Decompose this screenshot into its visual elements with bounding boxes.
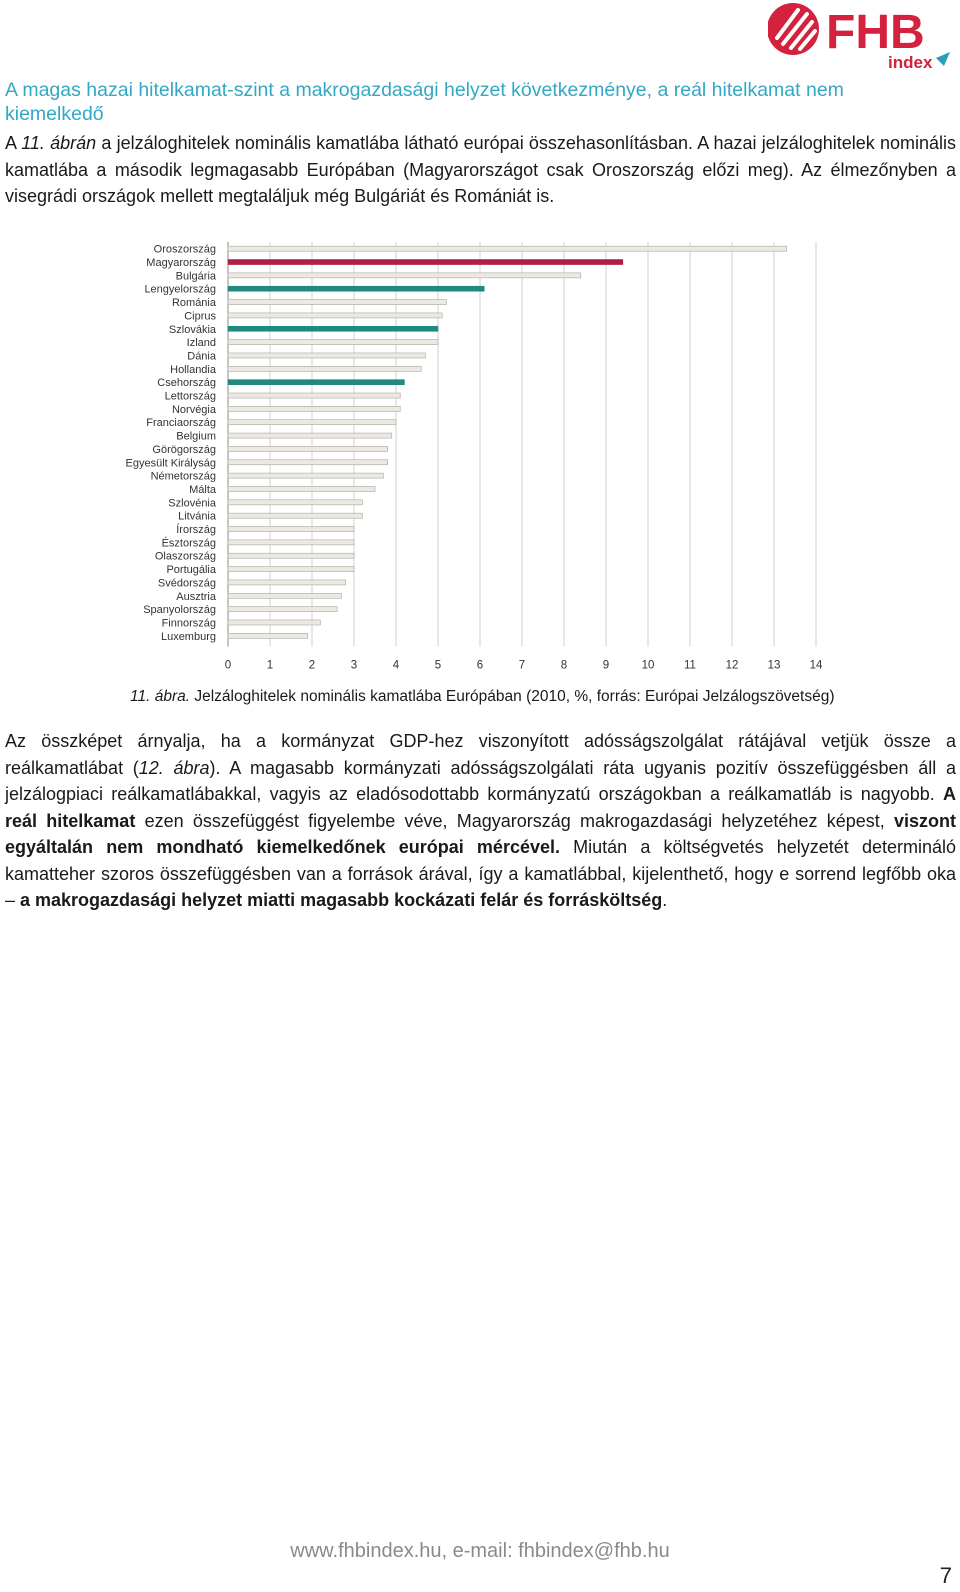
logo-brand-text: FHB: [826, 6, 925, 59]
bar: [228, 513, 362, 518]
category-label: Görögország: [152, 443, 216, 456]
x-tick-label: 3: [350, 659, 358, 672]
category-label: Hollandia: [170, 363, 216, 376]
bar: [228, 406, 400, 411]
bar: [228, 420, 396, 425]
caption-text: Jelzáloghitelek nominális kamatlába Európában (2010, %, forrás: Európai Jelzálogszövetség): [190, 688, 835, 705]
bar: [228, 500, 362, 505]
bar: [228, 633, 308, 638]
bar: [228, 433, 392, 438]
category-label: Portugália: [166, 564, 216, 577]
figure-caption: [130, 687, 835, 707]
category-label: Franciaország: [146, 417, 216, 430]
bar: [228, 580, 346, 585]
fhb-index-logo: [768, 0, 960, 76]
logo-arrow-icon: [936, 52, 950, 66]
bar: [228, 246, 787, 251]
bar: [228, 313, 442, 318]
paragraph-2: [5, 728, 956, 914]
category-label: Málta: [189, 483, 216, 496]
p1-text-b: a jelzáloghitelek nominális kamatlába látható európai összehasonlításban. A hazai jelzáloghitelek nominális kamatlába a második legmagasabb Európában (Magyarországot csak Oroszország előzi meg). Az élmezőnyben a visegrádi országok mellett megtaláljuk még Bulgáriát és Romániát is.: [5, 133, 957, 206]
bar: [228, 300, 446, 305]
category-label: Ausztria: [176, 590, 216, 603]
category-label: Svédország: [157, 577, 216, 590]
category-label: Észtország: [161, 537, 216, 550]
mortgage-rate-chart: [110, 236, 850, 676]
x-tick-label: 13: [767, 659, 781, 672]
bar: [228, 540, 354, 545]
category-label: Írország: [176, 524, 216, 537]
p2-bold-3: a makrogazdasági helyzet miatti magasabb kockázati felár és forrásköltség: [20, 890, 663, 910]
bar: [228, 473, 383, 478]
bar: [228, 393, 400, 398]
category-label: Románia: [171, 297, 216, 310]
section-heading: A magas hazai hitelkamat-szint a makrogazdasági helyzet következménye, a reál hitelkamat nem kiemelkedő: [5, 79, 844, 125]
p2-text-d: Miután a költségvetés helyzetét determináló kamatteher szoros összefüggésben van a források árával, így a kamatlábbal, kijelenthető, hogy e sorrend legfőbb oka –: [5, 837, 956, 910]
bar: [228, 486, 375, 491]
category-label: Dánia: [187, 350, 216, 363]
bar: [228, 366, 421, 371]
category-label: Magyarország: [146, 257, 216, 270]
category-label: Csehország: [157, 377, 216, 390]
bar: [228, 446, 388, 451]
p2-bold-2: viszont egyáltalán nem mondható kiemelkedőnek európai mércével.: [5, 810, 957, 857]
x-tick-label: 12: [725, 659, 739, 672]
x-tick-label: 9: [602, 659, 610, 672]
bar: [228, 607, 337, 612]
x-tick-label: 2: [308, 659, 316, 672]
bar: [228, 620, 320, 625]
p2-text-e: .: [662, 890, 668, 910]
paragraph-1: [5, 130, 956, 210]
category-label: Olaszország: [154, 550, 216, 563]
caption-label: 11. ábra.: [130, 688, 191, 705]
bar: [228, 260, 623, 265]
bar: [228, 593, 341, 598]
x-tick-label: 11: [684, 659, 696, 672]
category-label: Egyesült Királyság: [125, 457, 216, 470]
bar: [228, 273, 581, 278]
x-tick-label: 5: [434, 659, 442, 672]
category-label: Ciprus: [184, 310, 216, 323]
p2-text-c: ezen összefüggést figyelembe véve, Magyarország makrogazdasági helyzetéhez képest,: [135, 810, 894, 831]
category-label: Szlovákia: [168, 323, 216, 336]
p2-text-a: Az összképet árnyalja, ha a kormányzat GDP-hez viszonyított adósságszolgálat rátájával vetjük össze a reálkamatlábat (: [5, 731, 956, 778]
p1-text-a: A: [5, 133, 22, 153]
category-label: Litvánia: [178, 510, 216, 523]
bar: [228, 567, 354, 572]
bar: [228, 326, 438, 331]
p2-text-b: ). A magasabb kormányzati adósságszolgálati ráta ugyanis pozitív összefüggésben áll a jelzálogpiaci reálkamatlábakkal, vagyis az eladósodottabb kormányzatú országokban a reálkamatláb is nagyobb.: [5, 757, 956, 804]
category-label: Bulgária: [175, 270, 216, 283]
category-label: Szlovénia: [168, 497, 216, 510]
x-tick-label: 10: [641, 659, 655, 672]
category-label: Belgium: [176, 430, 216, 443]
bar: [228, 527, 354, 532]
x-tick-label: 1: [266, 659, 274, 672]
x-tick-label: 7: [518, 659, 526, 672]
x-tick-label: 8: [560, 659, 568, 672]
bar: [228, 286, 484, 291]
category-label: Lettország: [164, 390, 216, 403]
x-tick-label: 4: [392, 659, 400, 672]
bar: [228, 553, 354, 558]
p2-bold-1: A reál hitelkamat: [5, 784, 956, 831]
bar: [228, 353, 425, 358]
category-label: Luxemburg: [160, 630, 216, 643]
category-label: Finnország: [161, 617, 216, 630]
bar: [228, 380, 404, 385]
logo-sub-text: index: [888, 53, 933, 72]
category-label: Norvégia: [171, 403, 216, 416]
x-tick-label: 14: [809, 659, 823, 672]
category-label: Oroszország: [153, 243, 216, 256]
x-tick-label: 0: [224, 659, 232, 672]
page-footer: www.fhbindex.hu, e-mail: fhbindex@fhb.hu: [290, 1540, 670, 1562]
page-number: 7: [939, 1563, 952, 1588]
category-label: Németország: [150, 470, 216, 483]
bar: [228, 340, 438, 345]
category-label: Izland: [186, 337, 216, 350]
category-label: Lengyelország: [144, 283, 216, 296]
bar: [228, 460, 388, 465]
p2-figure-ref: 12. ábra: [138, 757, 210, 778]
category-label: Spanyolország: [143, 604, 216, 617]
p1-figure-ref: 11. ábrán: [21, 133, 97, 153]
x-tick-label: 6: [476, 659, 484, 672]
